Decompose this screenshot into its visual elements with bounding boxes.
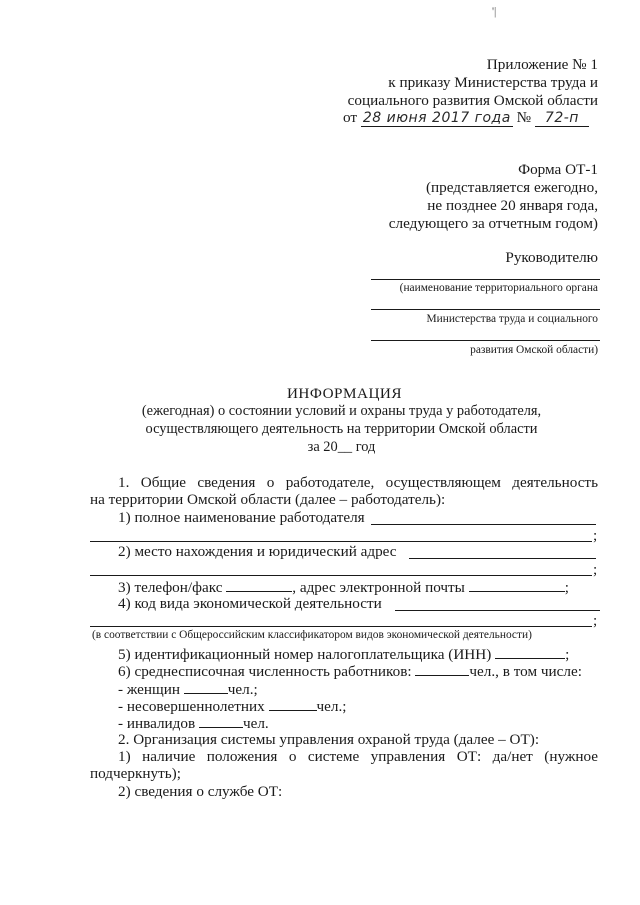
document-subtitle-3: за 20__ год [307, 439, 376, 455]
headcount-label: 6) среднесписочная численность работников: [118, 663, 412, 680]
appendix-title: Приложение № 1 [486, 56, 598, 73]
phone-fax-field [226, 578, 292, 592]
section-2-item-1-cont: подчеркнуть); [90, 765, 181, 782]
section-1-heading: 1. Общие сведения о работодателе, осуществляющем деятельность [118, 474, 598, 491]
handwritten-number: 72-п [535, 110, 589, 127]
semicolon: ; [593, 527, 598, 544]
document-subtitle-2: осуществляющего деятельность на территории Омской области [145, 421, 538, 437]
inn-label: 5) идентификационный номер налогоплательщика (ИНН) [118, 646, 492, 663]
minors-label: - несовершеннолетних [118, 698, 265, 715]
disabled-label: - инвалидов [118, 715, 196, 732]
form-note-3: следующего за отчетным годом) [388, 215, 598, 232]
item-2-field [409, 558, 596, 559]
document-subtitle-1: (ежегодная) о состоянии условий и охраны труда у работодателя, [141, 403, 542, 419]
recipient-line-1 [371, 279, 600, 280]
section-1-heading-cont: на территории Омской области (далее – работодатель): [90, 491, 446, 508]
minors-unit: чел.; [316, 698, 347, 715]
ministry-line: социального развития Омской области [347, 92, 598, 109]
women-field [184, 680, 228, 694]
order-date-row [343, 109, 589, 127]
item-2-field-cont [90, 575, 592, 576]
form-note-1: (представляется ежегодно, [425, 179, 598, 196]
section-2-item-2: 2) сведения о службе ОТ: [118, 783, 283, 800]
form-name: Форма ОТ-1 [518, 161, 598, 178]
headcount-unit: чел., в том числе: [469, 663, 582, 680]
okved-note: (в соответствии с Общероссийским классификатором видов экономической деятельности) [92, 629, 532, 641]
recipient-caption-3: развития Омской области) [470, 344, 598, 356]
item-1-field [371, 524, 596, 525]
semicolon: ; [565, 646, 570, 663]
disabled-unit: чел. [242, 715, 269, 732]
disabled-field [199, 714, 243, 728]
item-4-label: 4) код вида экономической деятельности [118, 595, 382, 612]
minors-field [269, 697, 317, 711]
women-unit: чел.; [227, 681, 258, 698]
recipient-line-2 [371, 309, 600, 310]
section-2-item-1: 1) наличие положения о системе управления ОТ: да/нет (нужное [118, 748, 598, 765]
recipient-caption-1: (наименование территориального органа [399, 282, 598, 294]
item-2-label: 2) место нахождения и юридический адрес [118, 543, 397, 560]
item-4-field-cont [90, 626, 592, 627]
page-mark: '| [492, 6, 497, 18]
item-6-row [118, 662, 582, 681]
item-1-field-cont [90, 541, 592, 542]
handwritten-date: 28 июня 2017 года [361, 110, 513, 127]
order-line: к приказу Министерства труда и [388, 74, 598, 91]
women-label: - женщин [118, 681, 180, 698]
email-label: , адрес электронной почты [292, 579, 465, 596]
recipient-line-3 [371, 340, 600, 341]
from-label: от [343, 109, 358, 126]
phone-fax-label: 3) телефон/факс [118, 579, 223, 596]
recipient-caption-2: Министерства труда и социального [426, 313, 598, 325]
semicolon: ; [593, 561, 598, 578]
item-4-field [395, 610, 600, 611]
semicolon: ; [564, 579, 569, 596]
headcount-field [415, 662, 469, 676]
email-field [469, 578, 565, 592]
section-2-heading: 2. Организация системы управления охраной труда (далее – ОТ): [118, 731, 540, 748]
recipient-label: Руководителю [505, 249, 598, 266]
document-heading: ИНФОРМАЦИЯ [286, 385, 403, 402]
number-label: № [516, 109, 532, 126]
form-note-2: не позднее 20 января года, [427, 197, 598, 214]
inn-field [495, 645, 565, 659]
semicolon: ; [593, 612, 598, 629]
item-1-label: 1) полное наименование работодателя [118, 509, 365, 526]
